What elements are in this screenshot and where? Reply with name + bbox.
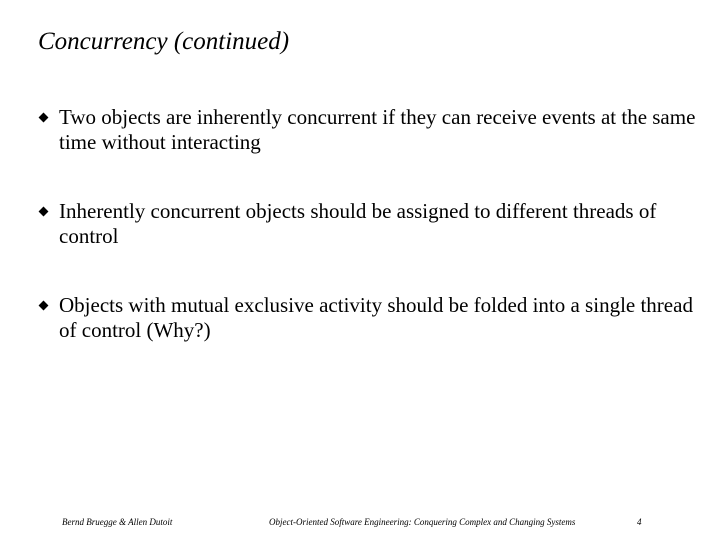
bullet-text-2: Inherently concurrent objects should be assigned to different threads of control [59, 199, 657, 248]
slide-title: Concurrency (continued) [38, 28, 290, 55]
bullet-list [36, 105, 696, 387]
bullet-text-1: Two objects are inherently concurrent if they can receive events at the same time without interacting [59, 105, 696, 154]
diamond-bullet-icon [39, 113, 49, 123]
diamond-bullet-icon [39, 207, 49, 217]
bullet-item-2 [36, 199, 696, 249]
bullet-item-1 [36, 105, 696, 155]
footer-book-title: Object-Oriented Software Engineering: Conquering Complex and Changing Systems [269, 517, 576, 527]
bullet-item-3 [36, 293, 696, 343]
footer-page-number: 4 [637, 517, 642, 527]
footer-authors: Bernd Bruegge & Allen Dutoit [62, 517, 173, 527]
bullet-text-3: Objects with mutual exclusive activity should be folded into a single thread of control (Why?) [59, 293, 693, 342]
diamond-bullet-icon [39, 301, 49, 311]
